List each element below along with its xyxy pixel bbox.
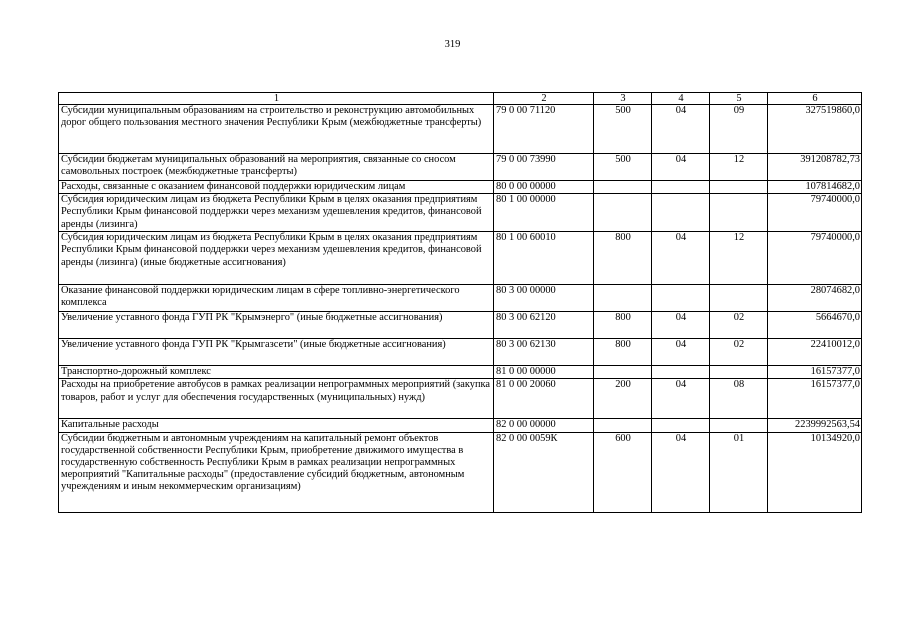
row-col5: 02 — [710, 339, 768, 366]
column-header: 4 — [652, 93, 710, 105]
row-code: 80 3 00 00000 — [494, 285, 594, 312]
row-col3 — [594, 181, 652, 194]
column-header: 2 — [494, 93, 594, 105]
row-col3: 600 — [594, 432, 652, 512]
row-name: Оказание финансовой поддержки юридическим лицам в сфере топливно-энергетического комплекса — [59, 285, 494, 312]
table-row — [59, 105, 862, 154]
row-col4 — [652, 419, 710, 432]
row-name: Субсидия юридическим лицам из бюджета Республики Крым в целях оказания предприятиям Республики Крым финансовой поддержки через механизм удешевления кредитов, финансовой аренды (лизинга) (иные бюджетные ассигнования) — [59, 232, 494, 285]
row-col4 — [652, 366, 710, 379]
row-code: 79 0 00 71120 — [494, 105, 594, 154]
row-col4: 04 — [652, 432, 710, 512]
row-col4: 04 — [652, 379, 710, 419]
column-header: 5 — [710, 93, 768, 105]
table-row — [59, 379, 862, 419]
row-name: Субсидии муниципальным образованиям на строительство и реконструкцию автомобильных дорог общего пользования местного значения Республики Крым (межбюджетные трансферты) — [59, 105, 494, 154]
row-sum: 79740000,0 — [768, 232, 862, 285]
row-col5: 02 — [710, 312, 768, 339]
row-col3 — [594, 419, 652, 432]
row-sum: 79740000,0 — [768, 194, 862, 232]
table-row — [59, 194, 862, 232]
header-row — [59, 93, 862, 105]
row-sum: 391208782,73 — [768, 154, 862, 181]
row-col4: 04 — [652, 105, 710, 154]
row-col4: 04 — [652, 339, 710, 366]
row-col4 — [652, 285, 710, 312]
table-row — [59, 154, 862, 181]
row-col3: 800 — [594, 339, 652, 366]
row-col4 — [652, 181, 710, 194]
row-name: Субсидия юридическим лицам из бюджета Республики Крым в целях оказания предприятиям Республики Крым финансовой поддержки через механизм удешевления кредитов, финансовой аренды (лизинга) — [59, 194, 494, 232]
row-col3: 500 — [594, 105, 652, 154]
row-code: 79 0 00 73990 — [494, 154, 594, 181]
row-col5 — [710, 366, 768, 379]
row-name: Расходы на приобретение автобусов в рамках реализации непрограммных мероприятий (закупка товаров, работ и услуг для обеспечения государственных (муниципальных) нужд) — [59, 379, 494, 419]
row-col5 — [710, 419, 768, 432]
row-col3: 800 — [594, 312, 652, 339]
row-name: Увеличение уставного фонда ГУП РК "Крымэнерго" (иные бюджетные ассигнования) — [59, 312, 494, 339]
row-sum: 5664670,0 — [768, 312, 862, 339]
row-sum: 16157377,0 — [768, 366, 862, 379]
row-code: 81 0 00 00000 — [494, 366, 594, 379]
row-col5: 01 — [710, 432, 768, 512]
row-sum: 16157377,0 — [768, 379, 862, 419]
row-sum: 327519860,0 — [768, 105, 862, 154]
row-col3 — [594, 366, 652, 379]
table-row — [59, 285, 862, 312]
row-code: 82 0 00 00000 — [494, 419, 594, 432]
row-name: Субсидии бюджетам муниципальных образований на мероприятия, связанные со сносом самовольных построек (межбюджетные трансферты) — [59, 154, 494, 181]
table-row — [59, 339, 862, 366]
row-sum: 22410012,0 — [768, 339, 862, 366]
row-col4: 04 — [652, 312, 710, 339]
table-row — [59, 419, 862, 432]
column-header: 1 — [59, 93, 494, 105]
row-col4 — [652, 194, 710, 232]
row-col5 — [710, 181, 768, 194]
row-name: Транспортно-дорожный комплекс — [59, 366, 494, 379]
row-name: Капитальные расходы — [59, 419, 494, 432]
table-row — [59, 366, 862, 379]
row-col3: 500 — [594, 154, 652, 181]
row-col3: 200 — [594, 379, 652, 419]
row-code: 81 0 00 20060 — [494, 379, 594, 419]
row-col5: 12 — [710, 232, 768, 285]
row-col3: 800 — [594, 232, 652, 285]
row-name: Субсидии бюджетным и автономным учреждениям на капитальный ремонт объектов государственной собственности Республики Крым, приобретение движимого имущества в государственную собственность Республики Крым в рамках реализации непрограммных мероприятий "Капитальные расходы" (предоставление субсидий бюджетным, автономным учреждениям и иным некоммерческим организациям) — [59, 432, 494, 512]
row-col4: 04 — [652, 232, 710, 285]
row-code: 80 1 00 60010 — [494, 232, 594, 285]
row-code: 80 1 00 00000 — [494, 194, 594, 232]
budget-table — [58, 92, 862, 513]
row-sum: 10134920,0 — [768, 432, 862, 512]
row-sum: 28074682,0 — [768, 285, 862, 312]
table-row — [59, 181, 862, 194]
row-name: Расходы, связанные с оказанием финансовой поддержки юридическим лицам — [59, 181, 494, 194]
row-col3 — [594, 285, 652, 312]
row-col5 — [710, 194, 768, 232]
table-row — [59, 232, 862, 285]
row-code: 80 3 00 62120 — [494, 312, 594, 339]
table-row — [59, 432, 862, 512]
row-col3 — [594, 194, 652, 232]
table-row — [59, 312, 862, 339]
row-col5: 12 — [710, 154, 768, 181]
row-col4: 04 — [652, 154, 710, 181]
row-col5 — [710, 285, 768, 312]
row-sum: 107814682,0 — [768, 181, 862, 194]
row-col5: 09 — [710, 105, 768, 154]
row-code: 80 0 00 00000 — [494, 181, 594, 194]
row-code: 80 3 00 62130 — [494, 339, 594, 366]
row-col5: 08 — [710, 379, 768, 419]
row-name: Увеличение уставного фонда ГУП РК "Крымгазсети" (иные бюджетные ассигнования) — [59, 339, 494, 366]
row-sum: 2239992563,54 — [768, 419, 862, 432]
row-code: 82 0 00 0059К — [494, 432, 594, 512]
column-header: 6 — [768, 93, 862, 105]
page-number: 319 — [444, 39, 461, 50]
column-header: 3 — [594, 93, 652, 105]
